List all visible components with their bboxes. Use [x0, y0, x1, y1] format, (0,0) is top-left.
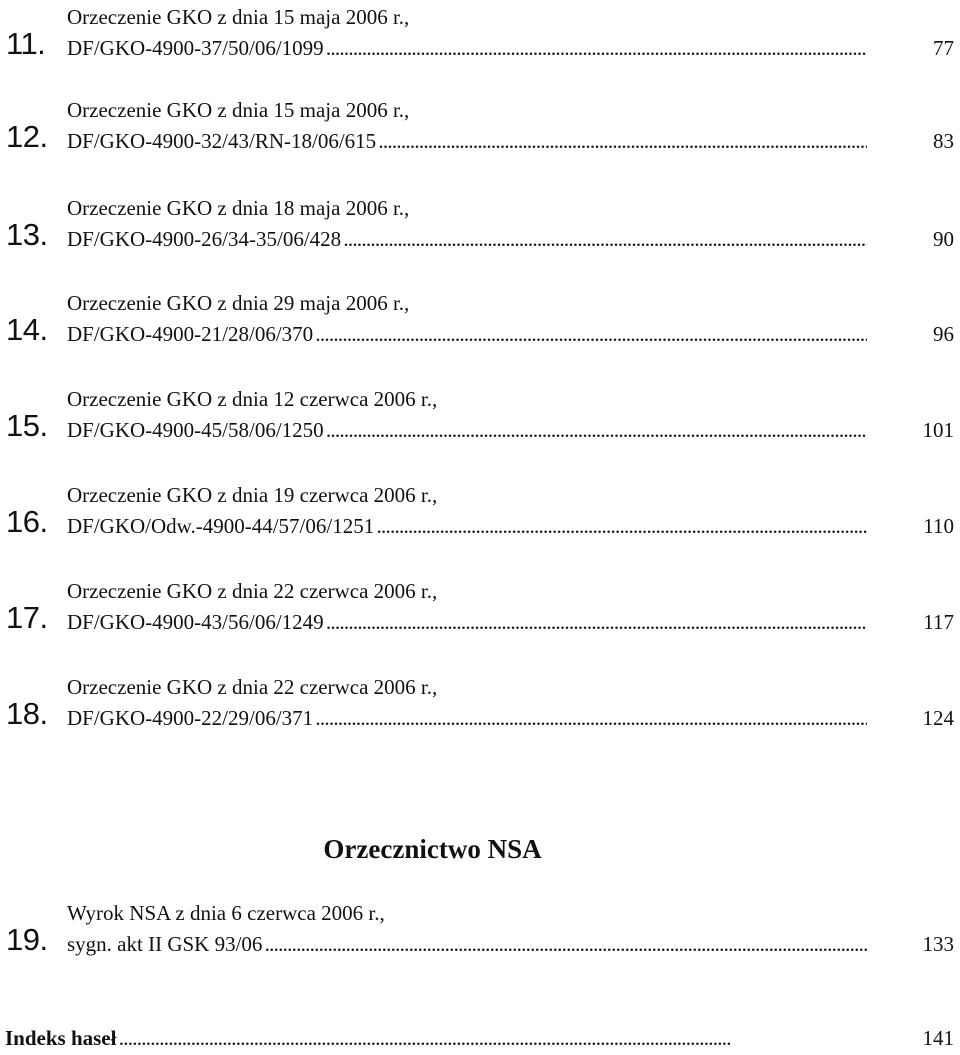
entry-page-number: 117 — [923, 610, 954, 634]
entry-reference: sygn. akt II GSK 93/06 . . . — [67, 931, 867, 957]
entry-page-number: 124 — [922, 706, 954, 730]
entry-title: Orzeczenie GKO z dnia 15 maja 2006 r., — [67, 5, 410, 29]
entry-reference: DF/GKO-4900-37/50/06/1099 . . . — [67, 35, 867, 61]
toc-entry-19[interactable] — [0, 900, 960, 974]
toc-entry-11[interactable] — [0, 4, 960, 78]
entry-number: 17. — [6, 600, 48, 635]
entry-number: 18. — [6, 696, 48, 731]
entry-reference: DF/GKO-4900-45/58/06/1250 . . . — [67, 417, 867, 443]
toc-entry-17[interactable] — [0, 578, 960, 652]
entry-page-number: 101 — [922, 418, 954, 442]
entry-title: Wyrok NSA z dnia 6 czerwca 2006 r., — [67, 901, 385, 925]
entry-title: Orzeczenie GKO z dnia 19 czerwca 2006 r., — [67, 483, 438, 507]
entry-reference: DF/GKO-4900-22/29/06/371 . . . — [67, 705, 867, 731]
entry-title: Orzeczenie GKO z dnia 15 maja 2006 r., — [67, 98, 410, 122]
index-label: Indeks haseł . . . — [5, 1025, 863, 1051]
toc-entry-12[interactable] — [0, 97, 960, 171]
entry-reference: DF/GKO-4900-26/34-35/06/428 . . . — [67, 226, 867, 252]
entry-title: Orzeczenie GKO z dnia 22 czerwca 2006 r., — [67, 579, 438, 603]
entry-title: Orzeczenie GKO z dnia 18 maja 2006 r., — [67, 196, 410, 220]
toc-entry-index[interactable] — [0, 1025, 960, 1055]
toc-entry-15[interactable] — [0, 386, 960, 460]
index-page-number: 141 — [922, 1026, 954, 1050]
entry-page-number: 96 — [933, 322, 954, 346]
entry-page-number: 110 — [923, 514, 954, 538]
entry-number: 13. — [6, 217, 48, 252]
toc-entry-18[interactable] — [0, 674, 960, 748]
entry-page-number: 83 — [933, 129, 954, 153]
entry-number: 12. — [6, 119, 48, 154]
entry-reference: DF/GKO-4900-43/56/06/1249 . . . — [67, 609, 867, 635]
entry-number: 19. — [6, 922, 48, 957]
toc-entry-14[interactable] — [0, 290, 960, 364]
entry-page-number: 90 — [933, 227, 954, 251]
entry-number: 15. — [6, 408, 48, 443]
entry-number: 16. — [6, 504, 48, 539]
entry-number: 11. — [6, 26, 46, 61]
entry-page-number: 77 — [933, 36, 954, 60]
entry-number: 14. — [6, 312, 48, 347]
toc-entry-13[interactable] — [0, 195, 960, 269]
entry-title: Orzeczenie GKO z dnia 22 czerwca 2006 r., — [67, 675, 438, 699]
toc-entry-16[interactable] — [0, 482, 960, 556]
entry-page-number: 133 — [922, 932, 954, 956]
entry-reference: DF/GKO-4900-32/43/RN-18/06/615 . . . — [67, 128, 867, 154]
section-heading: Orzecznictwo NSA — [323, 834, 542, 864]
entry-reference: DF/GKO/Odw.-4900-44/57/06/1251 . . . — [67, 513, 867, 539]
entry-title: Orzeczenie GKO z dnia 29 maja 2006 r., — [67, 291, 410, 315]
entry-reference: DF/GKO-4900-21/28/06/370 . . . — [67, 321, 867, 347]
entry-title: Orzeczenie GKO z dnia 12 czerwca 2006 r., — [67, 387, 438, 411]
